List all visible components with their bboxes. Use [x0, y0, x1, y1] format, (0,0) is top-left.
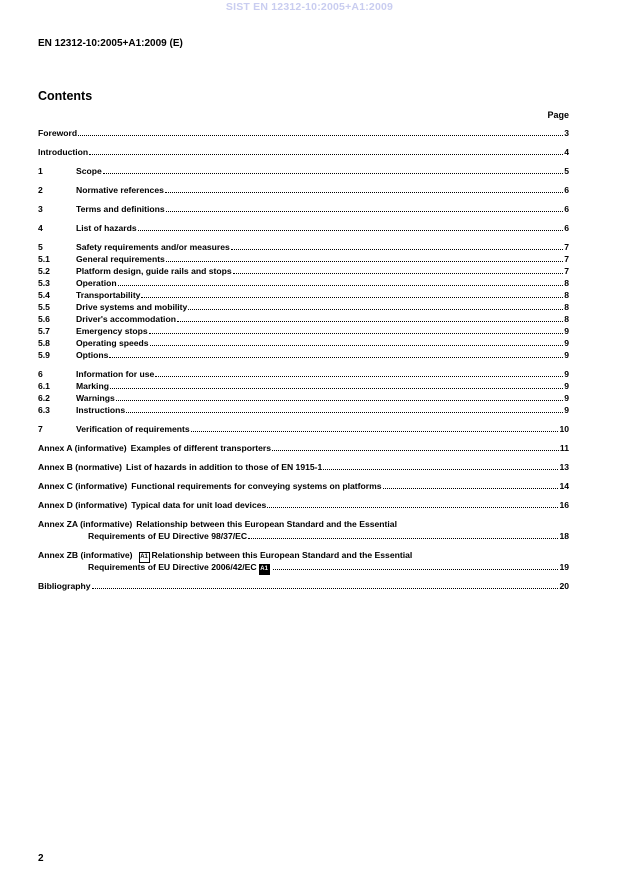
- toc-entry-page: 4: [564, 147, 569, 157]
- annex-label: Annex ZA (informative): [38, 519, 133, 529]
- toc-entry-title: Information for use: [76, 369, 155, 379]
- toc-entry-5-1[interactable]: [38, 253, 569, 265]
- toc-entry-title: Examples of different transporters: [130, 443, 272, 453]
- dot-leader: [118, 277, 564, 286]
- watermark: SIST EN 12312-10:2005+A1:2009: [225, 1, 394, 13]
- toc-entry-page: 9: [564, 338, 569, 348]
- amendment-start-marker-icon: A1: [139, 552, 150, 563]
- toc-entry-title: Normative references: [76, 185, 164, 195]
- dot-leader: [141, 289, 563, 298]
- toc-entry-number: 5: [38, 242, 43, 252]
- toc-entry-4[interactable]: [38, 222, 569, 234]
- toc-entry-page: 7: [564, 242, 569, 252]
- toc-entry-annex-b[interactable]: [38, 461, 569, 473]
- dot-leader: [110, 380, 563, 389]
- toc-entry-5-5[interactable]: [38, 301, 569, 313]
- toc-entry-5-7[interactable]: [38, 325, 569, 337]
- toc-entry-5-8[interactable]: [38, 337, 569, 349]
- toc-entry-page: 14: [559, 481, 569, 491]
- toc-entry-annex-zb[interactable]: [38, 549, 569, 573]
- dot-leader: [150, 337, 564, 346]
- toc-entry-introduction[interactable]: [38, 146, 569, 158]
- toc-entry-title: Transportability: [76, 290, 141, 300]
- toc-entry-6-3[interactable]: [38, 404, 569, 416]
- toc-entry-5-6[interactable]: [38, 313, 569, 325]
- toc-entry-title-continued: Requirements of EU Directive 98/37/EC: [88, 531, 248, 541]
- toc-entry-page: 8: [564, 290, 569, 300]
- toc-entry-title: List of hazards: [76, 223, 137, 233]
- toc-entry-page: 9: [564, 326, 569, 336]
- toc-entry-6[interactable]: [38, 368, 569, 380]
- toc-entry-page: 9: [564, 369, 569, 379]
- toc-entry-title: Bibliography: [38, 581, 91, 591]
- toc-entry-number: 6: [38, 369, 43, 379]
- toc-entry-number: 5.6: [38, 314, 50, 324]
- toc-entry-annex-a[interactable]: [38, 442, 569, 454]
- toc-entry-page: 8: [564, 314, 569, 324]
- dot-leader: [126, 404, 563, 413]
- toc-entry-title: Warnings: [76, 393, 115, 403]
- toc-entry-title: Typical data for unit load devices: [131, 500, 267, 510]
- toc-entry-title: Safety requirements and/or measures: [76, 242, 230, 252]
- toc-entry-page: 6: [564, 185, 569, 195]
- toc-entry-title: Verification of requirements: [76, 424, 190, 434]
- dot-leader: [109, 349, 563, 358]
- dot-leader: [233, 265, 564, 274]
- toc-entry-number: 5.2: [38, 266, 50, 276]
- toc-entry-title: Relationship between this European Standard and the Essential: [136, 519, 397, 529]
- toc-entry-number: 6.1: [38, 381, 50, 391]
- annex-label: Annex C (informative): [38, 481, 128, 491]
- dot-leader: [267, 499, 558, 508]
- toc-entry-5-3[interactable]: [38, 277, 569, 289]
- toc-entry-number: 5.7: [38, 326, 50, 336]
- dot-leader: [273, 561, 559, 570]
- toc-entry-bibliography[interactable]: [38, 580, 569, 592]
- dot-leader: [177, 313, 563, 322]
- contents-heading: Contents: [38, 89, 93, 103]
- toc-entry-page: 9: [564, 381, 569, 391]
- toc-entry-5[interactable]: [38, 241, 569, 253]
- toc-entry-number: 7: [38, 424, 43, 434]
- dot-leader: [191, 423, 559, 432]
- toc-entry-2[interactable]: [38, 184, 569, 196]
- toc-entry-title: Operation: [76, 278, 117, 288]
- dot-leader: [155, 368, 563, 377]
- document-id: EN 12312-10:2005+A1:2009 (E): [38, 38, 183, 49]
- toc-entry-title: Operating speeds: [76, 338, 149, 348]
- dot-leader: [116, 392, 563, 401]
- dot-leader: [138, 222, 564, 231]
- toc-entry-title: Relationship between this European Standard and the Essential: [151, 550, 413, 560]
- toc-entry-title: General requirements: [76, 254, 165, 264]
- toc-entry-6-1[interactable]: [38, 380, 569, 392]
- toc-entry-foreword[interactable]: [38, 127, 569, 139]
- toc-entry-5-9[interactable]: [38, 349, 569, 361]
- toc-entry-number: 6.3: [38, 405, 50, 415]
- toc-entry-number: 5.8: [38, 338, 50, 348]
- amendment-end-marker-icon: A1: [259, 564, 270, 575]
- toc-entry-title: Emergency stops: [76, 326, 148, 336]
- annex-label: Annex ZB (informative): [38, 550, 133, 560]
- page-column-label: Page: [547, 110, 569, 120]
- toc-entry-page: 8: [564, 302, 569, 312]
- toc-entry-page: 13: [559, 462, 569, 472]
- toc-entry-6-2[interactable]: [38, 392, 569, 404]
- toc-entry-number: 5.4: [38, 290, 50, 300]
- toc-entry-page: 20: [559, 581, 569, 591]
- toc-entry-page: 9: [564, 350, 569, 360]
- toc-entry-number: 5.5: [38, 302, 50, 312]
- toc-entry-number: 5.1: [38, 254, 50, 264]
- toc-entry-3[interactable]: [38, 203, 569, 215]
- toc-entry-title: Terms and definitions: [76, 204, 165, 214]
- toc-entry-title: Marking: [76, 381, 109, 391]
- annex-label: Annex B (normative): [38, 462, 123, 472]
- dot-leader: [383, 480, 559, 489]
- page-number: 2: [38, 853, 44, 864]
- dot-leader: [103, 165, 563, 174]
- dot-leader: [149, 325, 564, 334]
- toc-entry-page: 6: [564, 223, 569, 233]
- toc-entry-title: Options: [76, 350, 109, 360]
- toc-entry-page: 7: [564, 254, 569, 264]
- toc-entry-page: 9: [564, 405, 569, 415]
- toc-entry-number: 5.3: [38, 278, 50, 288]
- toc-entry-page: 18: [559, 531, 569, 541]
- toc-entry-annex-d[interactable]: [38, 499, 569, 511]
- dot-leader: [188, 301, 563, 310]
- table-of-contents: [38, 127, 569, 592]
- toc-entry-title: Functional requirements for conveying systems on platforms: [131, 481, 382, 491]
- dot-leader: [89, 146, 563, 155]
- toc-entry-annex-za[interactable]: [38, 518, 569, 542]
- annex-label: Annex D (informative): [38, 500, 128, 510]
- toc-entry-page: 3: [564, 128, 569, 138]
- dot-leader: [166, 203, 564, 212]
- toc-entry-5-2[interactable]: [38, 265, 569, 277]
- toc-entry-number: 4: [38, 223, 43, 233]
- toc-entry-page: 8: [564, 278, 569, 288]
- toc-entry-number: 5.9: [38, 350, 50, 360]
- toc-entry-number: 2: [38, 185, 43, 195]
- toc-entry-title: Driver's accommodation: [76, 314, 176, 324]
- toc-entry-annex-c[interactable]: [38, 480, 569, 492]
- toc-entry-page: 19: [559, 562, 569, 572]
- dot-leader: [231, 241, 563, 250]
- toc-entry-title: Scope: [76, 166, 102, 176]
- toc-entry-number: 3: [38, 204, 43, 214]
- toc-entry-number: 1: [38, 166, 43, 176]
- annex-label: Annex A (informative): [38, 443, 127, 453]
- toc-entry-title-continued: Requirements of EU Directive 2006/42/EC: [88, 562, 257, 572]
- toc-entry-title: List of hazards in addition to those of EN 1915-1: [126, 462, 323, 472]
- dot-leader: [78, 127, 563, 136]
- toc-entry-title: Instructions: [76, 405, 126, 415]
- dot-leader: [323, 461, 558, 470]
- toc-entry-title: Platform design, guide rails and stops: [76, 266, 232, 276]
- toc-entry-page: 16: [559, 500, 569, 510]
- toc-entry-page: 10: [559, 424, 569, 434]
- toc-entry-7[interactable]: [38, 423, 569, 435]
- dot-leader: [272, 442, 559, 451]
- toc-entry-title: Foreword: [38, 128, 78, 138]
- toc-entry-page: 9: [564, 393, 569, 403]
- toc-entry-5-4[interactable]: [38, 289, 569, 301]
- toc-entry-page: 5: [564, 166, 569, 176]
- toc-entry-title: Drive systems and mobility: [76, 302, 188, 312]
- toc-entry-page: 7: [564, 266, 569, 276]
- dot-leader: [248, 530, 558, 539]
- dot-leader: [92, 580, 559, 589]
- toc-entry-1[interactable]: [38, 165, 569, 177]
- toc-entry-number: 6.2: [38, 393, 50, 403]
- toc-entry-page: 6: [564, 204, 569, 214]
- dot-leader: [166, 253, 563, 262]
- toc-entry-page: 11: [559, 443, 569, 453]
- toc-entry-title: Introduction: [38, 147, 89, 157]
- dot-leader: [165, 184, 563, 193]
